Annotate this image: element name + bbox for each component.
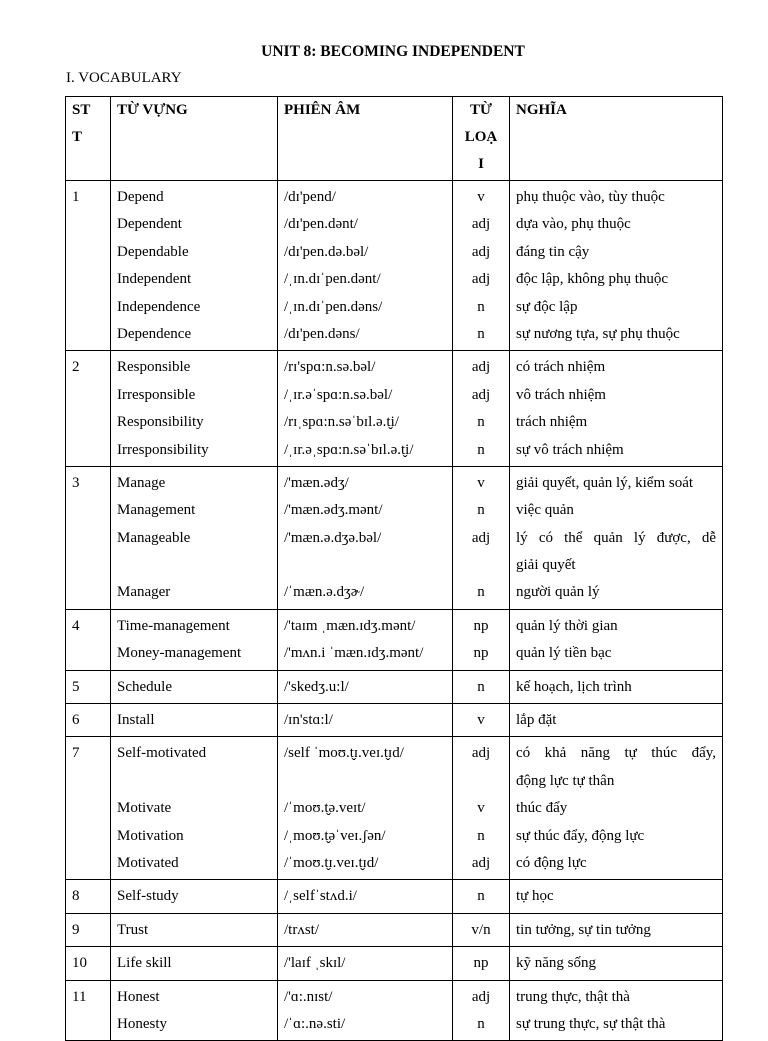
word-meaning: giải quyết [516,557,576,574]
word-meaning: sự vô trách nhiệm [516,441,624,458]
vocab-word [117,552,271,579]
word-meaning: độc lập, không phụ thuộc [516,271,669,288]
word-cell [111,609,278,670]
pos-cell [453,466,510,609]
part-of-speech: adj [471,271,491,288]
phonetic-transcription: /'mæn.ə.dʒə.bəl/ [284,529,382,546]
header-ipa-label: PHIÊN ÂM [284,102,361,118]
part-of-speech: n [477,298,485,315]
word-meaning: kế hoạch, lịch trình [516,678,632,695]
ipa-cell [278,737,453,880]
stt-cell [66,980,111,1041]
part-of-speech: adj [471,386,491,403]
table-row [66,980,723,1041]
word-meaning: lý có thể quản lý được, dễ [516,529,716,546]
phonetic-transcription: /rɪ'spɑ:n.sə.bəl/ [284,359,376,376]
stt-cell [66,181,111,351]
part-of-speech: v [477,712,485,729]
stt-cell [66,947,111,980]
page-title: UNIT 8: BECOMING INDEPENDENT [261,43,525,60]
ipa-cell [278,670,453,703]
pos-cell [453,880,510,913]
word-meaning: người quản lý [516,584,600,601]
ipa-cell [278,880,453,913]
part-of-speech: v [477,800,485,817]
table-row [66,737,723,880]
phonetic-transcription: /ˌɪn.dɪˈpen.dənt/ [284,271,381,288]
vocab-word: Motivate [117,800,172,817]
word-meaning: việc quản [516,502,574,519]
word-meaning: sự trung thực, sự thật thà [516,1015,666,1032]
word-meaning: sự độc lập [516,298,578,315]
meaning-cell [510,704,723,737]
vocab-word: Time-management [117,617,230,634]
pos-cell [453,181,510,351]
word-meaning: giải quyết, quản lý, kiểm soát [516,474,694,491]
header-meaning-label: NGHĨA [516,102,567,118]
word-meaning: lắp đặt [516,712,557,729]
word-cell [111,351,278,467]
ipa-cell [278,466,453,609]
part-of-speech [459,768,503,795]
meaning-cell [510,609,723,670]
pos-cell [453,704,510,737]
stt-number: 5 [72,678,80,695]
part-of-speech: adj [471,529,491,546]
stt-number: 7 [72,745,80,762]
ipa-cell [278,704,453,737]
vocab-word: Independent [117,271,192,288]
header-stt-line2: T [72,129,83,145]
vocab-word: Dependent [117,216,182,233]
meaning-cell [510,351,723,467]
part-of-speech: adj [471,359,491,376]
vocab-word: Schedule [117,678,172,695]
stt-number: 6 [72,712,80,729]
table-row [66,670,723,703]
phonetic-transcription: /ˈmæn.ə.dʒɚ/ [284,584,365,601]
pos-cell [453,351,510,467]
word-cell [111,913,278,946]
vocab-word: Manage [117,474,166,491]
vocab-word: Honest [117,988,160,1005]
word-cell [111,980,278,1041]
word-meaning: động lực tự thân [516,772,615,789]
word-meaning: trách nhiệm [516,414,588,431]
word-meaning: sự nương tựa, sự phụ thuộc [516,325,680,342]
phonetic-transcription: /ˌɪr.əˌspɑ:n.səˈbɪl.ə.t̬i/ [284,441,414,458]
header-stt [66,97,111,181]
part-of-speech: n [477,414,485,431]
phonetic-transcription: /ˈmoʊ.t̬ə.veɪt/ [284,800,366,817]
vocab-word: Motivated [117,854,179,871]
vocab-word: Manager [117,584,171,601]
phonetic-transcription: /ˈmoʊ.t̬ɪ.veɪ.t̬ɪd/ [284,854,379,871]
stt-number: 2 [72,359,80,376]
stt-cell [66,880,111,913]
stt-number: 9 [72,921,80,938]
part-of-speech: np [473,955,489,972]
ipa-cell [278,980,453,1041]
vocab-word: Depend [117,189,164,205]
word-meaning: tự học [516,888,554,905]
header-row [66,97,723,181]
vocab-word: Responsible [117,359,191,376]
vocab-word: Responsibility [117,414,204,431]
header-word [111,97,278,181]
meaning-cell [510,670,723,703]
part-of-speech: adj [471,216,491,233]
stt-number: 8 [72,888,80,905]
phonetic-transcription: /ˌselfˈstʌd.i/ [284,888,357,905]
vocab-word: Self-motivated [117,745,207,762]
vocab-word: Motivation [117,827,184,844]
part-of-speech: n [477,584,485,601]
vocab-word: Management [117,502,196,519]
stt-cell [66,704,111,737]
word-meaning: trung thực, thật thà [516,988,630,1005]
stt-cell [66,737,111,880]
meaning-cell [510,947,723,980]
phonetic-transcription: /ˌɪr.əˈspɑ:n.sə.bəl/ [284,386,393,403]
table-row [66,704,723,737]
vocab-word [117,768,271,795]
meaning-cell [510,737,723,880]
phonetic-transcription: /ˌɪn.dɪˈpen.dəns/ [284,298,383,315]
stt-number: 3 [72,474,80,491]
table-row [66,880,723,913]
vocab-word: Irresponsibility [117,441,209,458]
vocab-word: Trust [117,921,149,938]
phonetic-transcription [284,552,446,579]
meaning-cell [510,980,723,1041]
part-of-speech: n [477,441,485,458]
word-meaning: có khả năng tự thúc đẩy, [516,745,716,762]
stt-number: 11 [72,988,87,1005]
ipa-cell [278,913,453,946]
stt-cell [66,466,111,609]
word-meaning: có động lực [516,854,587,871]
ipa-cell [278,609,453,670]
header-stt-line1: ST [72,102,91,118]
pos-cell [453,670,510,703]
section-heading: I. VOCABULARY [66,70,182,86]
meaning-cell [510,466,723,609]
header-ipa [278,97,453,181]
table-row [66,466,723,609]
word-meaning: kỹ năng sống [516,955,596,972]
phonetic-transcription: /'mæn.ədʒ.mənt/ [284,502,383,519]
header-pos-line1: TỪ [470,102,492,118]
table-row [66,181,723,351]
vocab-word: Independence [117,298,201,315]
phonetic-transcription: /'taɪm ˌmæn.ɪdʒ.mənt/ [284,617,416,634]
pos-cell [453,913,510,946]
header-pos-line3: I [478,156,484,172]
table-row [66,609,723,670]
vocab-word: Irresponsible [117,386,196,403]
phonetic-transcription: /'laɪf ˌskɪl/ [284,955,346,972]
vocab-word: Honesty [117,1015,167,1032]
word-meaning: tin tưởng, sự tin tưởng [516,921,651,938]
stt-cell [66,609,111,670]
phonetic-transcription: /dɪ'pend/ [284,189,336,205]
vocab-word: Money-management [117,645,242,662]
phonetic-transcription: /ˌmoʊ.t̬əˈveɪ.ʃən/ [284,827,386,844]
table-body [66,181,723,1041]
phonetic-transcription: /dɪ'pen.də.bəl/ [284,243,369,260]
part-of-speech: n [477,678,485,695]
ipa-cell [278,351,453,467]
part-of-speech: v [477,474,485,491]
word-meaning: dựa vào, phụ thuộc [516,216,631,233]
vocab-word: Self-study [117,888,179,905]
meaning-cell [510,880,723,913]
vocabulary-table [65,96,723,1041]
phonetic-transcription: /dɪ'pen.dənt/ [284,216,358,233]
table-row [66,913,723,946]
phonetic-transcription: /'ɑ:.nɪst/ [284,988,333,1005]
table-row [66,351,723,467]
word-cell [111,704,278,737]
header-meaning [510,97,723,181]
header-word-label: TỪ VỰNG [117,102,188,118]
part-of-speech: adj [471,243,491,260]
vocab-word: Install [117,712,155,729]
word-meaning: sự thúc đẩy, động lực [516,827,645,844]
phonetic-transcription: /self ˈmoʊ.t̬ɪ.veɪ.t̬ɪd/ [284,745,404,762]
phonetic-transcription: /rɪˌspɑ:n.səˈbɪl.ə.t̬i/ [284,414,399,431]
part-of-speech: adj [471,988,491,1005]
ipa-cell [278,181,453,351]
table-row [66,947,723,980]
part-of-speech: adj [471,745,491,762]
pos-cell [453,609,510,670]
phonetic-transcription: /trʌst/ [284,921,320,938]
vocab-word: Dependence [117,325,192,342]
pos-cell [453,737,510,880]
stt-number: 10 [72,955,87,972]
word-cell [111,181,278,351]
header-pos [453,97,510,181]
stt-number: 1 [72,189,80,205]
part-of-speech: n [477,502,485,519]
word-cell [111,880,278,913]
part-of-speech [459,552,503,579]
ipa-cell [278,947,453,980]
word-cell [111,670,278,703]
vocab-word: Manageable [117,529,191,546]
vocab-word: Dependable [117,243,189,260]
header-pos-line2: LOẠ [464,129,498,145]
part-of-speech: v/n [471,921,491,938]
part-of-speech: n [477,888,485,905]
table-header [66,97,723,181]
part-of-speech: v [477,189,485,205]
phonetic-transcription: /'mʌn.i ˈmæn.ɪdʒ.mənt/ [284,645,424,662]
meaning-cell [510,181,723,351]
word-cell [111,947,278,980]
word-meaning: vô trách nhiệm [516,386,606,403]
word-meaning: quản lý tiền bạc [516,645,612,662]
pos-cell [453,947,510,980]
word-meaning: thúc đẩy [516,800,568,817]
phonetic-transcription [284,768,446,795]
stt-cell [66,913,111,946]
part-of-speech: np [473,645,489,662]
stt-cell [66,351,111,467]
word-meaning: quản lý thời gian [516,617,618,634]
word-cell [111,466,278,609]
word-meaning: đáng tin cậy [516,243,590,260]
part-of-speech: n [477,827,485,844]
part-of-speech: n [477,325,485,342]
word-meaning: có trách nhiệm [516,359,606,376]
part-of-speech: n [477,1015,485,1032]
vocab-word: Life skill [117,955,172,972]
part-of-speech: np [473,617,489,634]
stt-cell [66,670,111,703]
phonetic-transcription: /ˈɑ:.nə.sti/ [284,1015,346,1032]
phonetic-transcription: /dɪ'pen.dəns/ [284,325,360,342]
phonetic-transcription: /'mæn.ədʒ/ [284,474,349,491]
phonetic-transcription: /'skedʒ.u:l/ [284,678,349,695]
pos-cell [453,980,510,1041]
phonetic-transcription: /ɪn'stɑ:l/ [284,712,333,729]
meaning-cell [510,913,723,946]
word-cell [111,737,278,880]
part-of-speech: adj [471,854,491,871]
stt-number: 4 [72,617,80,634]
word-meaning: phụ thuộc vào, tùy thuộc [516,189,665,205]
